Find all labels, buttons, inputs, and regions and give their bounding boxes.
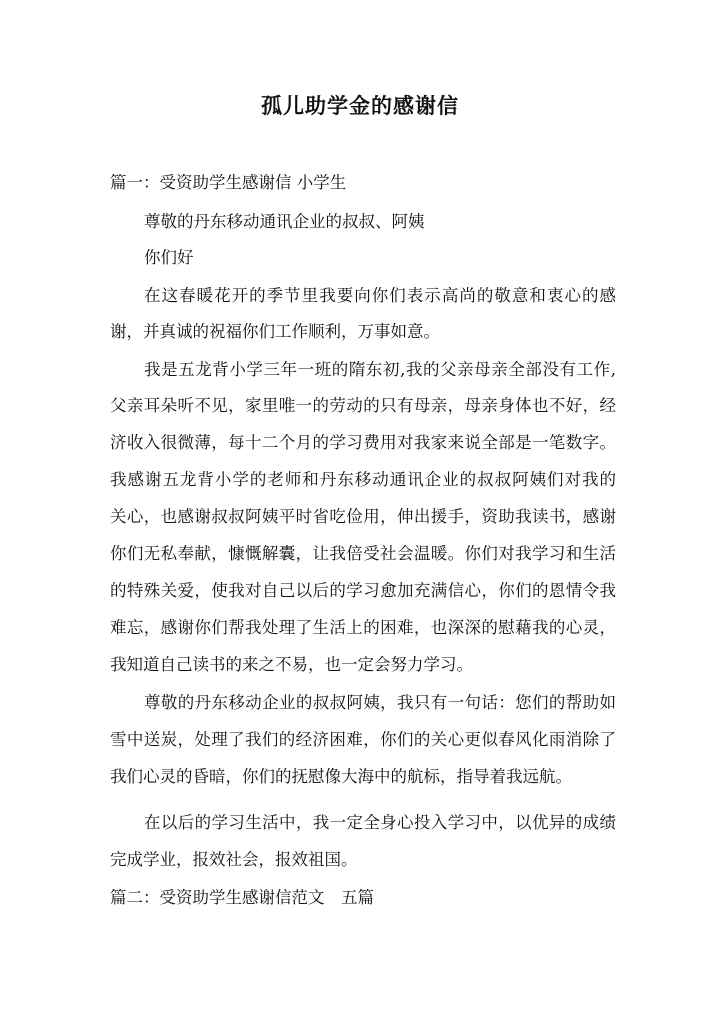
- paragraph-2-line: 的特殊关爱，使我对自己以后的学习愈加充满信心，你们的恩情令我: [110, 581, 616, 600]
- paragraph-2-line: 你们无私奉献，慷慨解囊，让我倍受社会温暖。你们对我学习和生活: [110, 544, 616, 563]
- salutation: 尊敬的丹东移动通讯企业的叔叔、阿姨: [144, 212, 425, 231]
- paragraph-3-line: 我们心灵的昏暗，你们的抚慰像大海中的航标，指导着我远航。: [110, 767, 572, 786]
- paragraph-2-line: 我知道自己读书的来之不易，也一定会努力学习。: [110, 655, 473, 674]
- greeting: 你们好: [144, 248, 194, 267]
- paragraph-2-line: 难忘，感谢你们帮我处理了生活上的困难，也深深的慰藉我的心灵，: [110, 618, 616, 637]
- section-heading-2: 篇二：受资助学生感谢信范文 五篇: [110, 888, 374, 907]
- paragraph-1-line: 在这春暖花开的季节里我要向你们表示高尚的敬意和衷心的感: [144, 286, 616, 305]
- paragraph-2-line: 济收入很微薄，每十二个月的学习费用对我家来说全部是一笔数字。: [110, 433, 616, 452]
- paragraph-4-line: 完成学业，报效社会，报效祖国。: [110, 850, 358, 869]
- paragraph-3-line: 雪中送炭，处理了我们的经济困难，你们的关心更似春风化雨消除了: [110, 730, 616, 749]
- paragraph-1-line: 谢，并真诚的祝福你们工作顺利，万事如意。: [110, 322, 440, 341]
- paragraph-3-line: 尊敬的丹东移动企业的叔叔阿姨，我只有一句话：您们的帮助如: [144, 693, 616, 712]
- paragraph-2-line: 我感谢五龙背小学的老师和丹东移动通讯企业的叔叔阿姨们对我的: [110, 470, 616, 489]
- paragraph-4-line: 在以后的学习生活中，我一定全身心投入学习中，以优异的成绩: [144, 813, 616, 832]
- section-heading-1: 篇一：受资助学生感谢信 小学生: [110, 173, 347, 192]
- document-title: 孤儿助学金的感谢信: [261, 93, 459, 118]
- paragraph-2-line: 关心，也感谢叔叔阿姨平时省吃俭用，伸出援手，资助我读书，感谢: [110, 507, 616, 526]
- paragraph-2-line: 父亲耳朵听不见，家里唯一的劳动的只有母亲，母亲身体也不好，经: [110, 396, 616, 415]
- paragraph-2-line: 我是五龙背小学三年一班的隋东初,我的父亲母亲全部没有工作,: [144, 360, 616, 379]
